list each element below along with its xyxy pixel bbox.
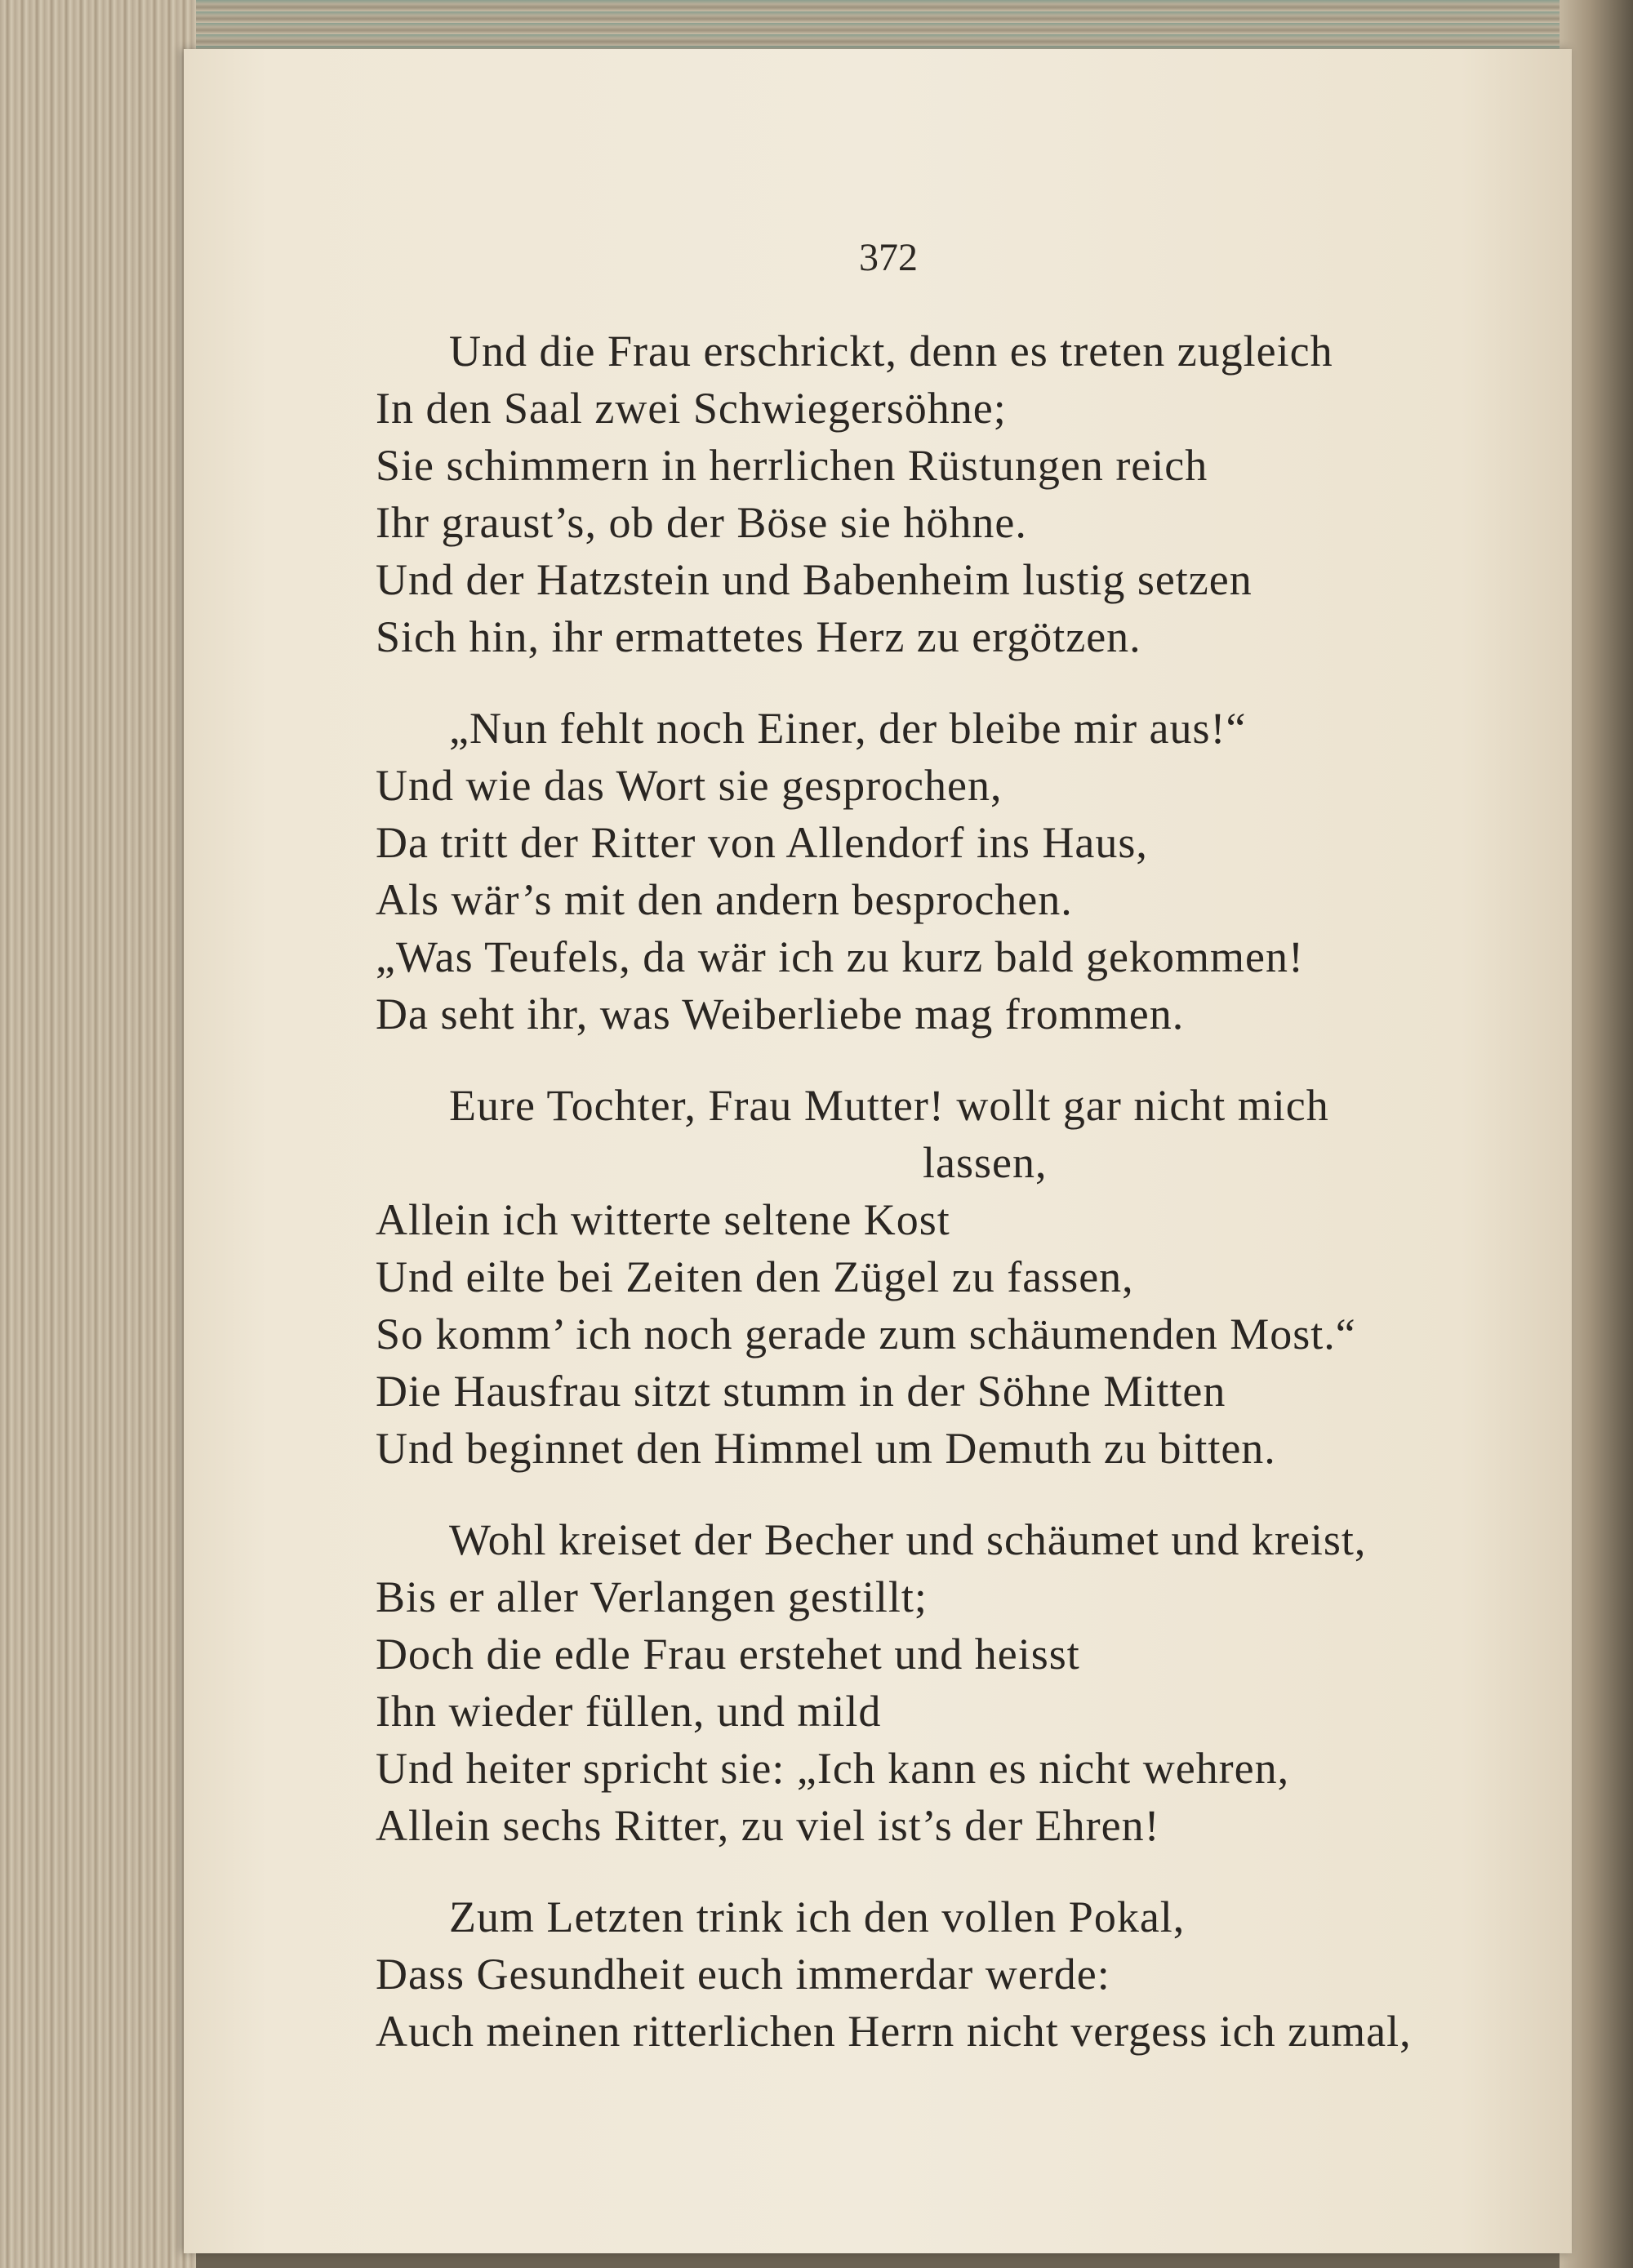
poem-line: Und heiter spricht sie: „Ich kann es nicht wehren, [376, 1744, 1290, 1793]
poem-line: Und eilte bei Zeiten den Zügel zu fassen, [376, 1252, 1134, 1301]
poem-line: In den Saal zwei Schwiegersöhne; [376, 384, 1007, 433]
poem-line: Eure Tochter, Frau Mutter! wollt gar nicht mich [449, 1081, 1329, 1130]
poem-line: Wohl kreiset der Becher und schäumet und kreist, [449, 1515, 1367, 1564]
poem-line: „Was Teufels, da wär ich zu kurz bald gekommen! [376, 932, 1304, 981]
poem-line: Zum Letzten trink ich den vollen Pokal, [449, 1892, 1186, 1941]
poem-line: Sie schimmern in herrlichen Rüstungen reich [376, 441, 1208, 490]
poem-line: Ihr graust’s, ob der Böse sie höhne. [376, 498, 1027, 547]
poem-line: Als wär’s mit den andern besprochen. [376, 875, 1073, 924]
poem-line: Allein ich witterte seltene Kost [376, 1195, 950, 1244]
stanza-5 [376, 1888, 1453, 2060]
stanza-1 [376, 322, 1453, 665]
stanza-3 [376, 1077, 1453, 1477]
poem-text [376, 322, 1453, 2094]
poem-line: Und die Frau erschrickt, denn es treten zugleich [449, 327, 1333, 376]
stanza-2 [376, 700, 1453, 1043]
stanza-4 [376, 1511, 1453, 1854]
poem-line: Doch die edle Frau erstehet und heisst [376, 1630, 1080, 1679]
poem-line: Sich hin, ihr ermattetes Herz zu ergötzen. [376, 612, 1141, 661]
poem-line: So komm’ ich noch gerade zum schäumenden Most.“ [376, 1310, 1356, 1359]
poem-line: Dass Gesundheit euch immerdar werde: [376, 1950, 1110, 1999]
poem-line: Allein sechs Ritter, zu viel ist’s der Ehren! [376, 1801, 1160, 1850]
poem-line: Da tritt der Ritter von Allendorf ins Haus, [376, 818, 1148, 867]
poem-line: Auch meinen ritterlichen Herrn nicht vergess ich zumal, [376, 2007, 1412, 2056]
poem-line: „Nun fehlt noch Einer, der bleibe mir aus!“ [449, 704, 1247, 753]
poem-line: Und beginnet den Himmel um Demuth zu bitten. [376, 1424, 1276, 1473]
page-number: 372 [859, 236, 918, 279]
page-stack-left-edge [0, 0, 196, 2268]
poem-line: Ihn wieder füllen, und mild [376, 1687, 882, 1736]
poem-line: Die Hausfrau sitzt stumm in der Söhne Mitten [376, 1367, 1226, 1416]
poem-line: Bis er aller Verlangen gestillt; [376, 1572, 928, 1621]
poem-line: Da seht ihr, was Weiberliebe mag frommen. [376, 989, 1185, 1038]
poem-line: Und der Hatzstein und Babenheim lustig setzen [376, 555, 1253, 604]
poem-line: Und wie das Wort sie gesprochen, [376, 761, 1003, 810]
poem-line-continuation: lassen, [923, 1138, 1048, 1187]
